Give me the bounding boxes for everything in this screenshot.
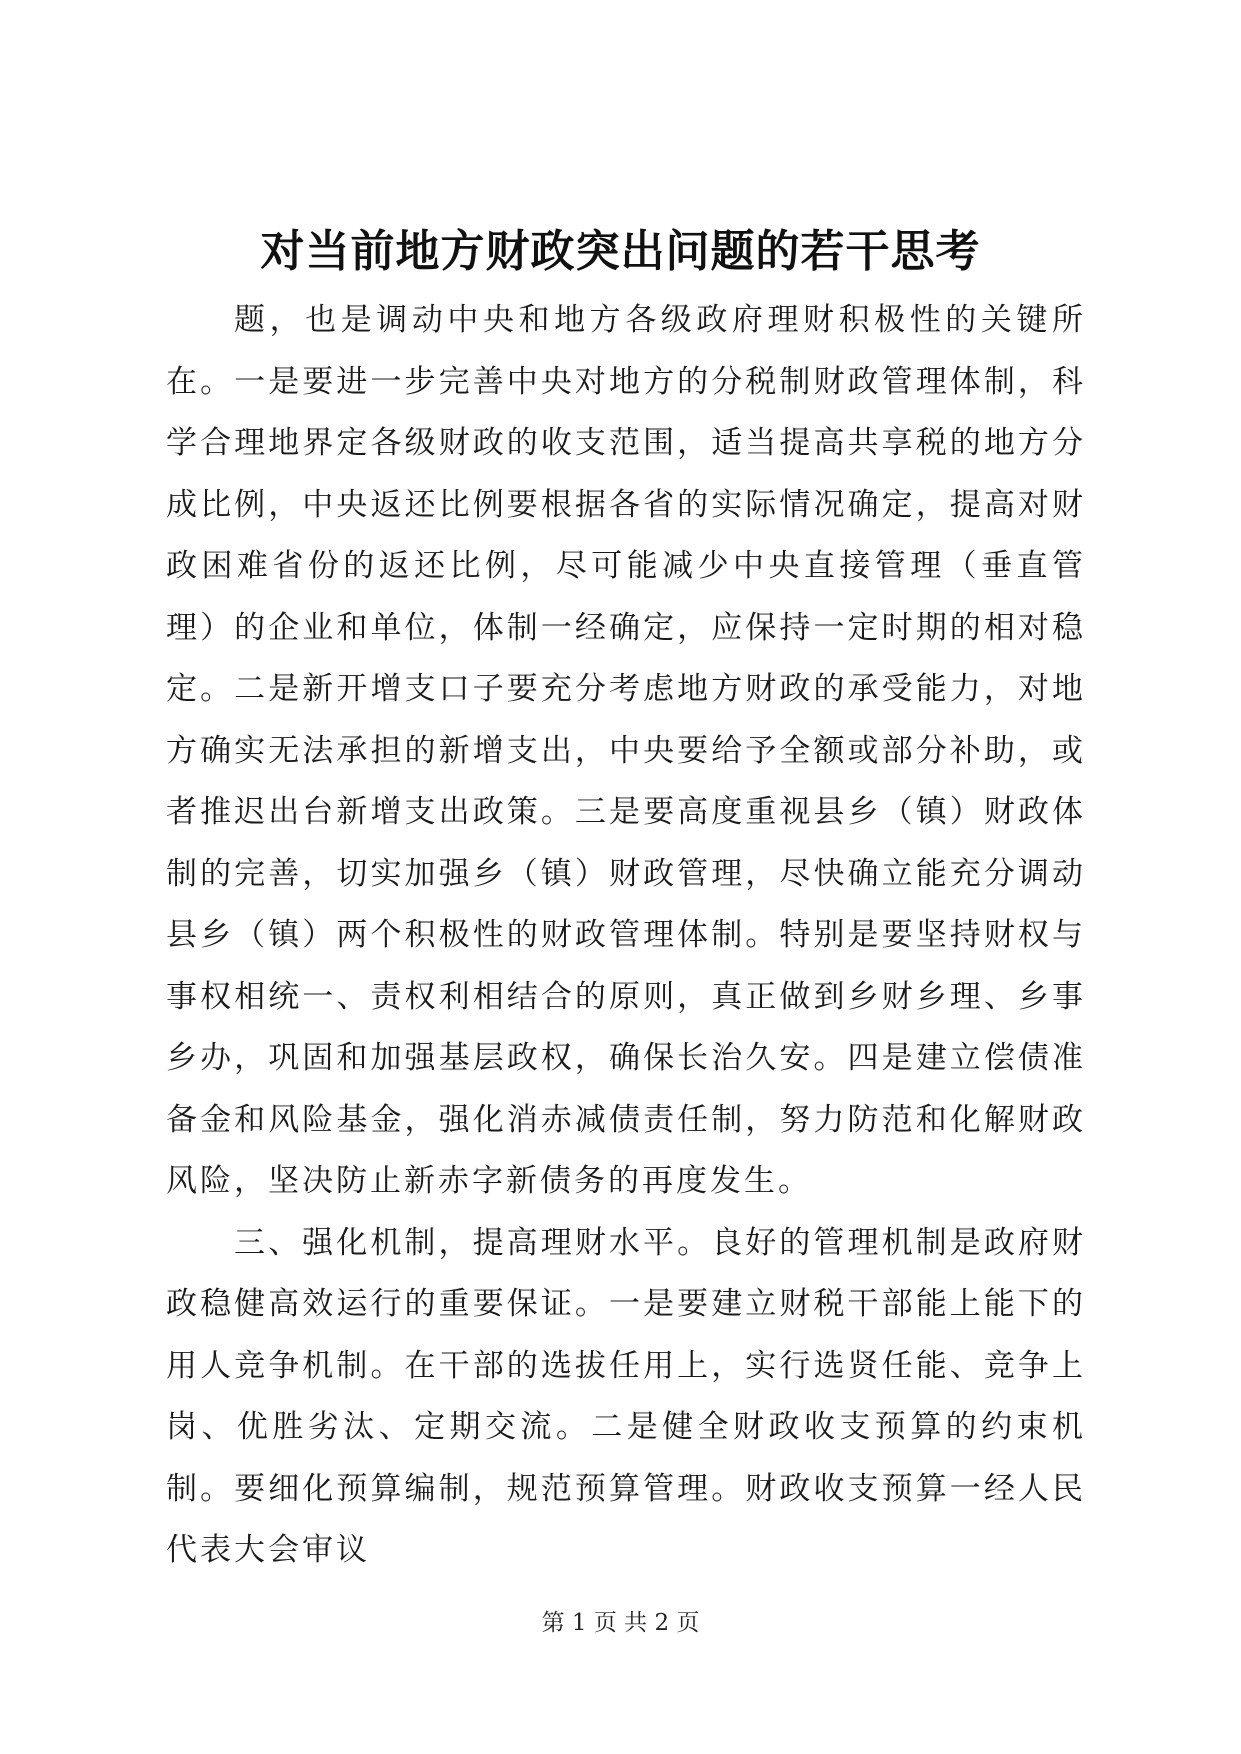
paragraph-2: 三、强化机制，提高理财水平。良好的管理机制是政府财政稳健高效运行的重要保证。一是要建立财税干部能上能下的用人竞争机制。在干部的选拔任用上，实行选贤任能、竞争上岗、优胜劣汰、定期交流。二是健全财政收支预算的约束机制。要细化预算编制，规范预算管理。财政收支预算一经人民代表大会审议 xyxy=(166,1224,1086,1568)
document-title: 对当前地方财政突出问题的若干思考 xyxy=(260,226,981,277)
paragraph-1: 题，也是调动中央和地方各级政府理财积极性的关键所在。一是要进一步完善中央对地方的分税制财政管理体制，科学合理地界定各级财政的收支范围，适当提高共享税的地方分成比例，中央返还比例要根据各省的实际情况确定，提高对财政困难省份的返还比例，尽可能减少中央直接管理（垂直管理）的企业和单位，体制一经确定，应保持一定时期的相对稳定。二是新开增支口子要充分考虑地方财政的承受能力，对地方确实无法承担的新增支出，中央要给予全额或部分补助，或者推迟出台新增支出政策。三是要高度重视县乡（镇）财政体制的完善，切实加强乡（镇）财政管理，尽快确立能充分调动县乡（镇）两个积极性的财政管理体制。特别是要坚持财权与事权相统一、责权利相结合的原则，真正做到乡财乡理、乡事乡办，巩固和加强基层政权，确保长治久安。四是建立偿债准备金和风险基金，强化消赤减债责任制，努力防范和化解财政风险，坚决防止新赤字新债务的再度发生。 xyxy=(166,302,1086,1199)
document-body xyxy=(166,290,1086,1582)
page-footer: 第 1 页 共 2 页 xyxy=(541,1610,700,1636)
